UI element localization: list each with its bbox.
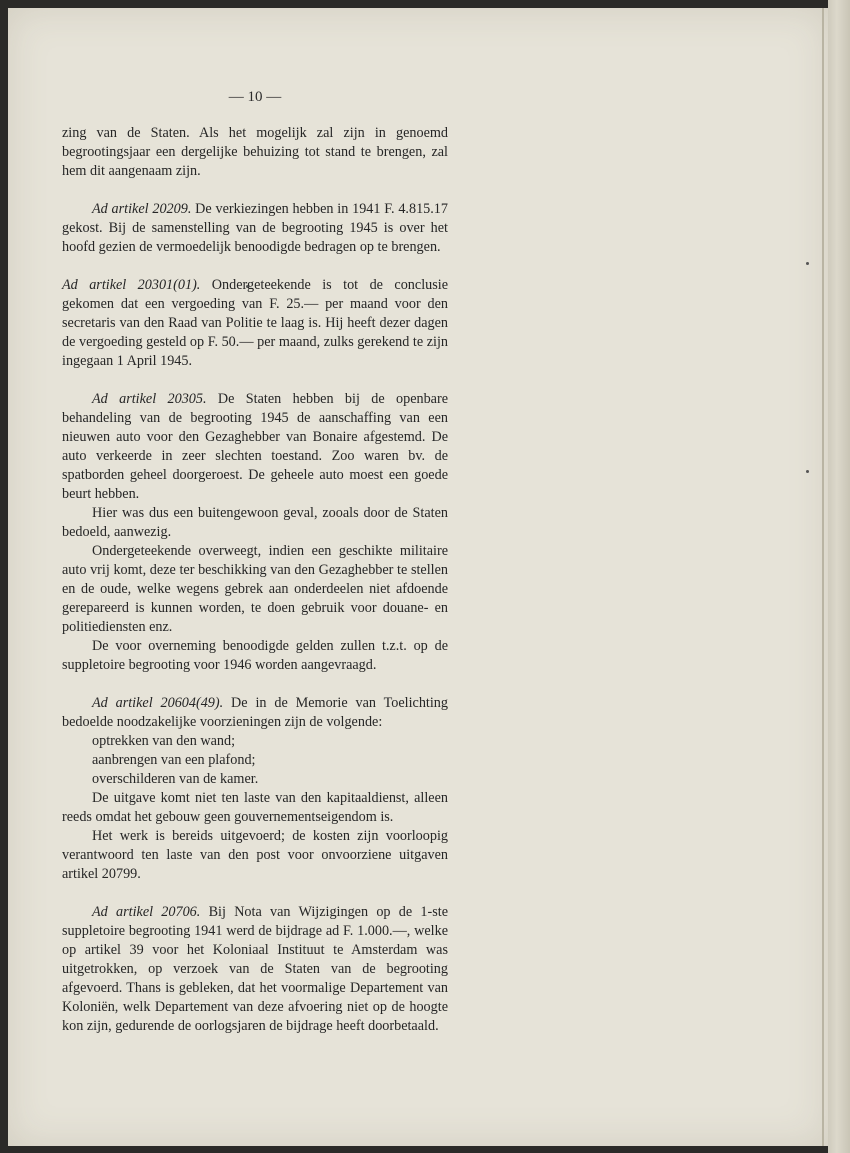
paper-speck [806,262,809,265]
paragraph-article-20305 [62,390,448,504]
article-reference: Ad artikel 20301(01). [62,277,201,293]
paragraph-text: Bij Nota van Wijzigingen op de 1-ste suppletoire begrooting 1941 werd de bijdrage ad F. 1.000.—, welke op artikel 39 voor het Koloniaal Instituut te Amsterdam was uitgetrokken, op verzoek van de Staten van de begrooting afgevoerd. Thans is gebleken, dat het voormalige Departement van Koloniën, welk Departement van deze afvoering niet op de hoogte kon zijn, gedurende de oorlogsjaren de bijdrage heeft doorbetaald. [62,904,448,1034]
article-reference: Ad artikel 20305. [92,391,207,407]
paragraph [62,542,448,637]
list-item [62,751,448,770]
paragraph-text: De verkiezingen hebben in 1941 F. 4.815.17 gekost. Bij de samenstelling van de begrooting 1945 is over het hoofd gezien de vermoedelijk benoodigde bedragen op te brengen. [62,201,448,255]
paragraph-article-20209 [62,200,448,257]
list-item [62,732,448,751]
list-item-text: overschilderen van de kamer. [92,771,259,787]
page-body [62,124,448,1036]
paragraph-text: Het werk is bereids uitgevoerd; de kosten zijn voorloopig verantwoord ten laste van den post voor onvoorziene uitgaven artikel 20799. [62,828,448,882]
paragraph-text: De in de Memorie van Toelichting bedoelde noodzakelijke voorzieningen zijn de volgende: [62,695,448,730]
page-number: — 10 — [228,89,282,105]
paragraph-text: zing van de Staten. Als het mogelijk zal zijn in genoemd begrootingsjaar een dergelijke behuizing tot stand te brengen, zal hem dit aangenaam zijn. [62,125,448,179]
paragraph-text: Ondergeteekende is tot de conclusie gekomen dat een vergoeding van F. 25.— per maand voor den secretaris van den Raad van Politie te laag is. Hij heeft dezer dagen de vergoeding gesteld op F. 50.— per maand, zulks gerekend te zijn ingegaan 1 April 1945. [62,277,448,369]
article-reference: Ad artikel 20604(49). [92,695,224,711]
paragraph-article-20604 [62,694,448,732]
paragraph [62,504,448,542]
article-reference: Ad artikel 20706. [92,904,201,920]
next-page-edge [828,0,850,1153]
paragraph-article-20706 [62,903,448,1036]
page-edge-line [822,8,824,1146]
paragraph [62,637,448,675]
list-item [62,770,448,789]
paragraph-text: De Staten hebben bij de openbare behandeling van de begrooting 1945 de aanschaffing van een nieuwen auto voor den Gezaghebber van Bonaire afgestemd. De auto verkeerde in zeer slechten toestand. Zoo waren bv. de spatborden geheel doorgeroest. De geheele auto moest een goede beurt hebben. [62,391,448,502]
list-item-text: aanbrengen van een plafond; [92,752,256,768]
paragraph [62,124,448,181]
paragraph-text: De uitgave komt niet ten laste van den kapitaaldienst, alleen reeds omdat het gebouw geen gouvernementseigendom is. [62,790,448,825]
paragraph [62,827,448,884]
paper-speck [806,470,809,473]
paragraph-text: Hier was dus een buitengewoon geval, zooals door de Staten bedoeld, aanwezig. [62,505,448,540]
article-reference: Ad artikel 20209. [92,201,192,217]
paragraph [62,789,448,827]
paragraph-text: Ondergeteekende overweegt, indien een geschikte militaire auto vrij komt, deze ter beschikking van den Gezaghebber te stellen en de oude, welke wegens gebrek aan onderdeelen niet afdoende gerepareerd is kunnen worden, te doen gebruik voor douane- en politiediensten enz. [62,543,448,635]
paragraph-article-20301 [62,276,448,371]
list-item-text: optrekken van den wand; [92,733,236,749]
paragraph-text: De voor overneming benoodigde gelden zullen t.z.t. op de suppletoire begrooting voor 1946 worden aangevraagd. [62,638,448,673]
